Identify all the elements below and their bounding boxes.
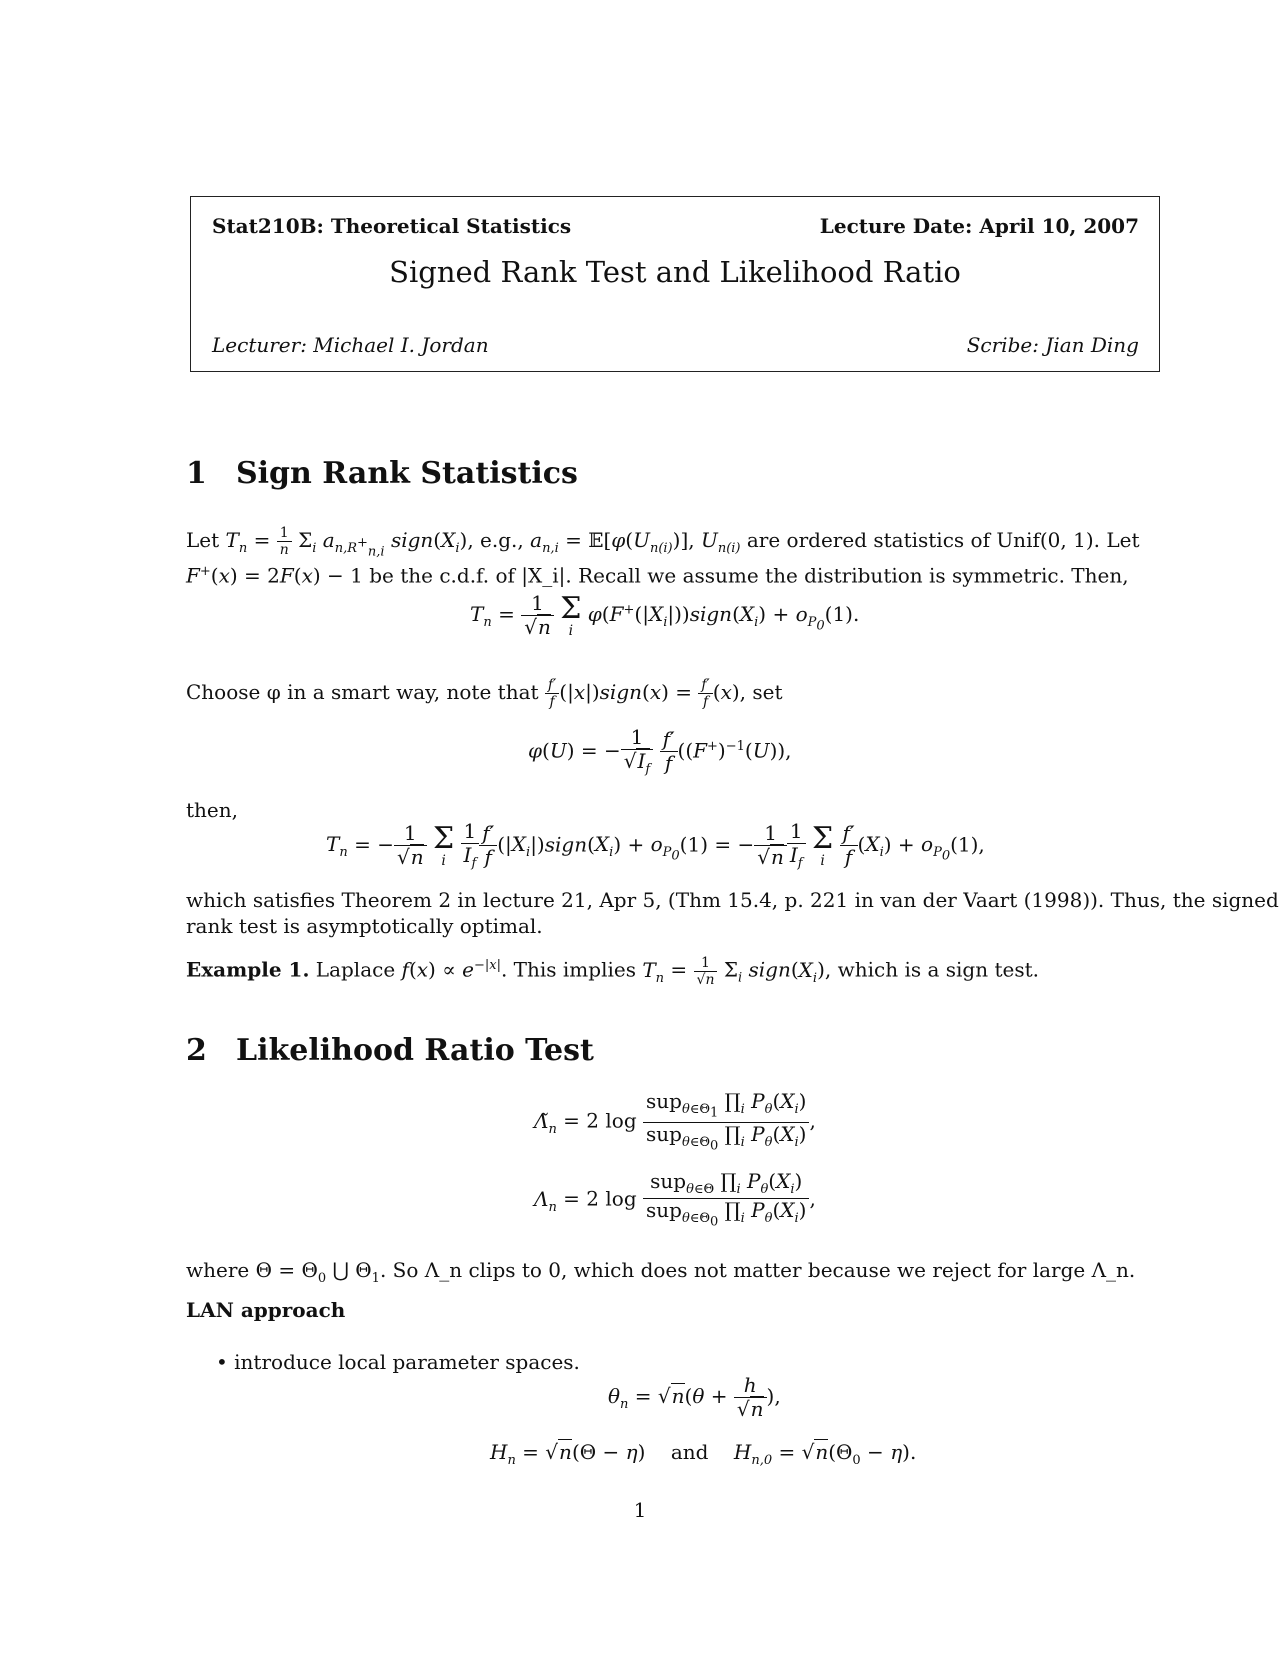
paragraph-1-line2: be the c.d.f. of |X_i|. Recall we assume the distribution is symmetric. Then, [369,563,1129,588]
section-2-heading [186,1033,594,1068]
lecture-date: Lecture Date: April 10, 2007 [819,214,1139,238]
bullet-item [216,1346,580,1378]
section-title: Sign Rank Statistics [236,456,578,491]
lan-heading: LAN approach [186,1298,346,1322]
equation-tn-optimal: $T_n$ = − $\frac{1}{√n}$ Σ i $\frac{1}{I_f}$ $\frac{f'}{f}$ $(|X_i|)sign(X_i) + o_{P_0}(1)$ = − $\frac{1}{√n}$ $\frac{1}{I_f}$ Σ i $\frac{f'}{f}$ $(X_i) + o_{P_0}(1)$, [326,819,985,871]
theorem-line-1: which satisfies Theorem 2 in lecture 21, Apr 5, (Thm 15.4, p. 221 in van der Vaart (1998)). Thus, the signed [186,888,1279,912]
header-box [190,196,1160,372]
equation-tn-expansion: $T_n$ = $\frac{1}{√n}$ Σ i $\varphi(F^+(|X_i|))sign(X_i) + o_{P_0}(1)$. [470,590,860,639]
where-line: where $\Theta = \Theta_0$ ⋃ $\Theta_1$. So Λ_n clips to 0, which does not matter because we reject for large Λ_n. [186,1258,1136,1286]
then-text: then, [186,798,238,822]
and-word: and [670,1440,709,1464]
section-number: 1 [186,456,207,491]
equation-theta-n: $\theta_n = √n(\theta$ + $\frac{h}{√n}$ ), [608,1373,781,1421]
equation-lambda-tilde: $\Lambdã_n = 2$ log $\frac{sup_{\theta\in\Theta_1} \prod_i P_\theta(X_i)}{sup_{\theta\in\Theta_0} \prod_i P_\theta(X_i)}$ , [534,1089,816,1154]
set-text: , set [739,680,783,704]
paragraph-line-2: F+(x) = 2F(x) − 1 be the c.d.f. of |X_i|. Recall we assume the distribution is symmetric. Then, [186,563,1129,588]
course-name: Stat210B: Theoretical Statistics [212,214,572,238]
choose-text: Choose φ in a smart way, note that [186,680,539,704]
section-1-heading [186,456,578,491]
example-text-c: , which is a sign test. [824,957,1039,982]
equation-lambda: $\Lambda_n = 2$ log $\frac{sup_{\theta\in\Theta} \prod_i P_\theta(X_i)}{sup_{\theta\in\Theta_0} \prod_i P_\theta(X_i)}$ , [534,1169,816,1230]
page-number: 1 [633,1498,647,1522]
equation-phi-u: φ(U) = − $\frac{1}{√I_f}$ $\frac{f'}{f}$ $((F^+)^{-1}(U))$, [528,725,792,777]
bullet-icon: • [216,1350,228,1374]
theorem-line-2: rank test is asymptotically optimal. [186,914,543,938]
example-label: Example 1. [186,957,310,982]
where-text: So Λ_n clips to 0, which does not matter because we reject for large Λ_n. [392,1258,1136,1282]
example-1: Example 1. Laplace $f(x) \propto e^{-|x|}$. This implies $T_n$ = $\frac{1}{√n}$ $\Sigma_i$ $sign(X_i)$, which is a sign test. [186,954,1039,988]
paragraph-definition: Let $T_n$ = $\frac{1}{n}$ $\Sigma_i$ $a_{n,R^+_{n,i}}$ $sign(X_i)$, e.g., $a_{n,i}$ = $𝔼[\varphi(U_{n(i)})]$, $U_{n(i)}$ are ordered statistics of Unif(0, 1). Let [186,524,1140,560]
choose-phi-line: Choose φ in a smart way, note that $\frac{f'}{f}$ (|x|)sign(x) = $\frac{f'}{f}$ (x), set [186,676,783,710]
paragraph-1-end: are ordered statistics of Unif(0, 1). Let [746,528,1140,552]
example-text-b: . This implies [500,957,636,982]
section-number: 2 [186,1033,207,1068]
page-title: Signed Rank Test and Likelihood Ratio [389,255,961,289]
bullet-text: introduce local parameter spaces. [234,1350,580,1374]
scribe: Scribe: Jian Ding [966,333,1139,357]
equation-h-n: $H_n = √n(\Theta - \eta)$ and $H_{n,0} = √n(\Theta_0 - \eta)$. [490,1440,917,1468]
example-text-a: Laplace [315,957,396,982]
lecturer: Lecturer: Michael I. Jordan [212,333,489,357]
section-title: Likelihood Ratio Test [236,1033,594,1068]
